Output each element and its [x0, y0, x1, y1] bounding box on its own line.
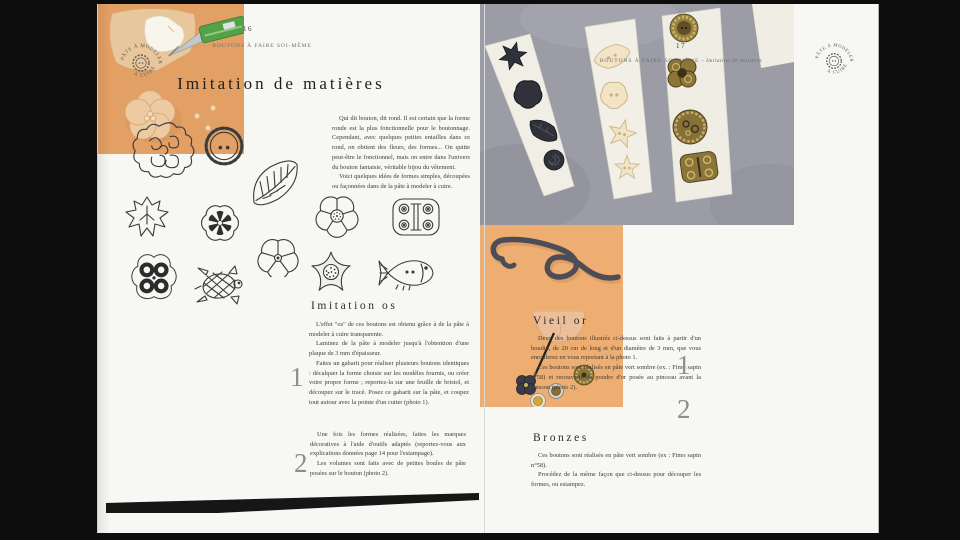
- step-number-2: 2: [294, 448, 308, 478]
- svg-text:PÂTE À MODELER: [814, 42, 854, 63]
- book-page-right: [480, 4, 879, 533]
- body-paragraph: Les volumes sont faits avec de petites boules de pâte posées sur le bouton (photo 2).: [310, 460, 466, 477]
- stamp-text-bottom: À CUIRE: [132, 64, 158, 79]
- svg-text:PÂTE À MODELER: [121, 43, 162, 65]
- body-paragraph: Une fois les formes réalisées, faites les marques décoratives à l'aide d'outils adaptés (reportez-vous aux explications données page 14 pour l'estampage).: [310, 431, 466, 458]
- intro-text: [332, 114, 470, 192]
- page-number: 16: [243, 25, 253, 33]
- sketch-striped-leaf-icon: [249, 154, 301, 209]
- sketch-maple-leaf-icon: [124, 194, 171, 240]
- step2-text: [310, 430, 466, 479]
- photo-clay-rope: [480, 225, 623, 311]
- sketch-ring-center-flower-icon: [313, 196, 361, 238]
- sketch-spiral-rect-icon: [391, 197, 441, 237]
- running-head-main: BOUTONS À FAIRE SOI-MÊME: [599, 58, 700, 64]
- running-head: [531, 58, 831, 64]
- running-head: BOUTONS À FAIRE SOI-MÊME: [212, 43, 312, 49]
- intro-paragraph: Voici quelques idées de formes simples, découpées ou façonnées dans de la pâte à modeler à cuire.: [332, 173, 470, 191]
- bronzes-text: [531, 451, 701, 490]
- clay-stamp-icon: [813, 40, 855, 82]
- body-paragraph: Ces boutons sont réalisés en pâte vert sombre (ex. : Fimo sapin n°58) et recouverts de poudre d'or posée au pinceau avant la cuisson (photo 2).: [531, 364, 701, 391]
- body-paragraph: Ces boutons sont réalisés en pâte vert sombre (ex : Fimo sapin n°58).: [531, 452, 701, 469]
- book-page-left: [97, 4, 481, 533]
- step-number-1: 1: [677, 350, 691, 380]
- body-paragraph: Procédez de la même façon que ci-dessus pour découper les formes, ou estampez.: [531, 471, 701, 489]
- sketch-heart-flower-icon: [199, 198, 241, 248]
- page-number: 17: [676, 42, 686, 50]
- photo-button-strips: [480, 4, 794, 225]
- stamp-text-top: PÂTE À MODELER: [814, 42, 855, 63]
- section-heading-vieil-or: Vieil or: [533, 315, 589, 327]
- section-heading-imitation-os: Imitation os: [311, 300, 398, 312]
- step-number-2: 2: [677, 394, 691, 424]
- intro-paragraph: Qui dit bouton, dit rond. Il est certain que la forme ronde est la plus fonctionnelle pour le boutonnage. Cependant, avec quelques petites entailles dans ce rond, on obtient des fleurs, des formes... On quitte peut-être le fonctionnel, mais on entre dans l'univers du bouton fantaisie, véritable bijou du vêtement.: [332, 115, 470, 171]
- sketch-turtle-icon: [193, 262, 245, 310]
- sketch-beaded-button-icon: [203, 125, 245, 167]
- imitation-os-text: [309, 320, 469, 408]
- sketch-ring-clover-icon: [129, 247, 179, 307]
- body-paragraph: L'effet "os" de ces boutons est obtenu grâce à de la pâte à modeler à cuire transparente.: [309, 321, 469, 338]
- sketch-fish-icon: [376, 254, 436, 292]
- vieil-or-text: [531, 334, 701, 392]
- running-head-suffix: – Imitation de matières: [699, 58, 763, 64]
- body-paragraph: Laminez de la pâte à modeler jusqu'à l'obtention d'une plaque de 3 mm d'épaisseur.: [309, 340, 469, 358]
- body-paragraph: Deux des boutons illustrés ci-dessus sont faits à partir d'un boudin, de 20 cm de long et d'un diamètre de 3 mm, que vous enroulerez en vous reportant à la photo 1.: [531, 335, 701, 362]
- step-number-1: 1: [290, 362, 304, 392]
- body-paragraph: Faites un gabarit pour réaliser plusieurs boutons identiques : décalquer la forme choisie sur les modèles fournis, ou créer votre propre forme ; reportez-la sur une feuille de bristol, et découpez sur le tracé. Posez ce gabarit sur la pâte, et coupez tout autour avec la pointe d'un cutter (photo 1).: [309, 359, 469, 406]
- section-heading-bronzes: Bronzes: [533, 432, 589, 444]
- sketch-dotted-star-icon: [309, 251, 354, 293]
- svg-text:À CUIRE: [133, 65, 158, 79]
- stamp-text-top: PÂTE À MODELER: [120, 43, 163, 65]
- page-title: Imitation de matières: [177, 74, 385, 93]
- stamp-text-bottom: À CUIRE: [826, 62, 849, 75]
- sketch-scroll-button-icon: [129, 120, 197, 180]
- sketch-split-flower-icon: [256, 237, 300, 277]
- scan-shadow-band: [98, 489, 479, 523]
